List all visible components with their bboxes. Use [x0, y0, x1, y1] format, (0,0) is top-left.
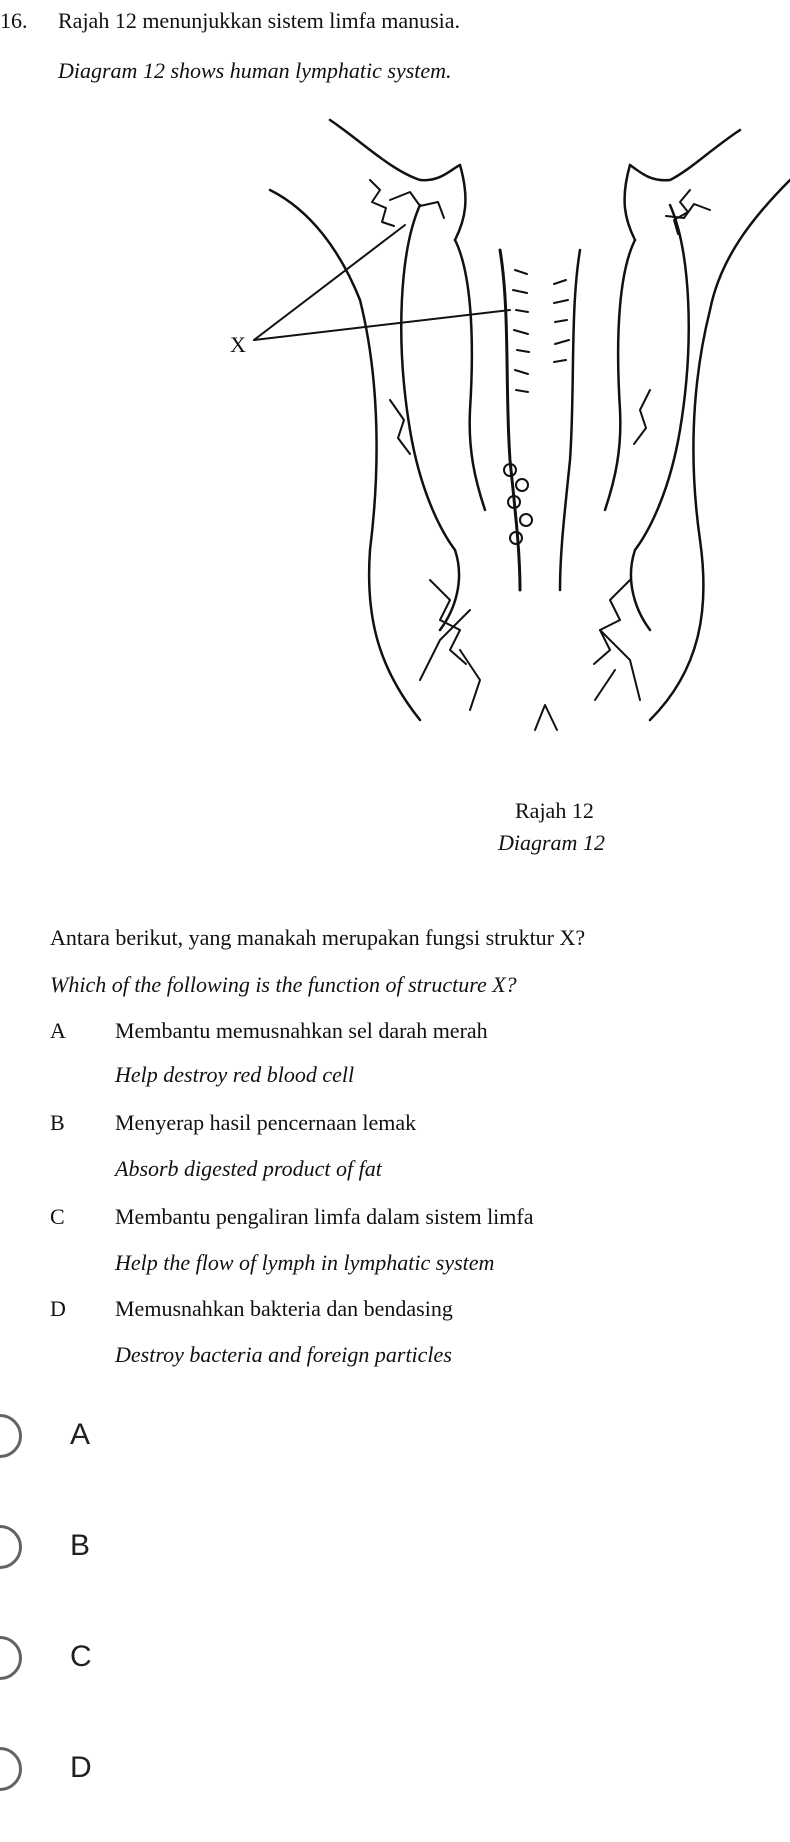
- choice-letter: A: [50, 1018, 66, 1043]
- answer-option-d[interactable]: [0, 1745, 788, 1801]
- figure-caption-en: Diagram 12: [498, 830, 605, 855]
- choice-text-en: Help the flow of lymph in lymphatic system: [115, 1250, 495, 1275]
- radio-button[interactable]: [0, 1525, 22, 1569]
- choice-letter: D: [50, 1296, 66, 1321]
- answer-option-label: A: [70, 1418, 91, 1451]
- radio-button[interactable]: [0, 1636, 22, 1680]
- question-prompt-ms: Antara berikut, yang manakah merupakan fungsi struktur X?: [50, 925, 586, 950]
- choice-text-en: Destroy bacteria and foreign particles: [115, 1342, 452, 1367]
- choice-text-ms: Membantu pengaliran limfa dalam sistem limfa: [115, 1204, 534, 1229]
- choice-text-ms: Memusnahkan bakteria dan bendasing: [115, 1296, 453, 1321]
- question-prompt-en: Which of the following is the function of structure X?: [50, 972, 517, 997]
- choice-text-en: Absorb digested product of fat: [115, 1156, 382, 1181]
- choice-text-ms: Menyerap hasil pencernaan lemak: [115, 1110, 417, 1135]
- answer-option-label: B: [70, 1529, 91, 1562]
- answer-option-label: D: [70, 1751, 92, 1784]
- lymphatic-system-diagram: [230, 110, 790, 740]
- answer-option-a[interactable]: [0, 1412, 788, 1468]
- choice-text-en: Help destroy red blood cell: [115, 1062, 355, 1087]
- figure-label-x: X: [230, 332, 246, 357]
- question-title-en: Diagram 12 shows human lymphatic system.: [58, 58, 452, 83]
- answer-option-c[interactable]: [0, 1634, 788, 1690]
- question-number: 16.: [0, 8, 28, 33]
- figure-caption-ms: Rajah 12: [515, 798, 594, 823]
- choice-text-ms: Membantu memusnahkan sel darah merah: [115, 1018, 488, 1043]
- choice-letter: C: [50, 1204, 65, 1229]
- answer-option-label: C: [70, 1640, 92, 1673]
- choice-letter: B: [50, 1110, 65, 1135]
- answer-option-b[interactable]: [0, 1523, 788, 1579]
- radio-button[interactable]: [0, 1414, 22, 1458]
- question-title-ms: Rajah 12 menunjukkan sistem limfa manusia.: [58, 8, 461, 33]
- radio-button[interactable]: [0, 1747, 22, 1791]
